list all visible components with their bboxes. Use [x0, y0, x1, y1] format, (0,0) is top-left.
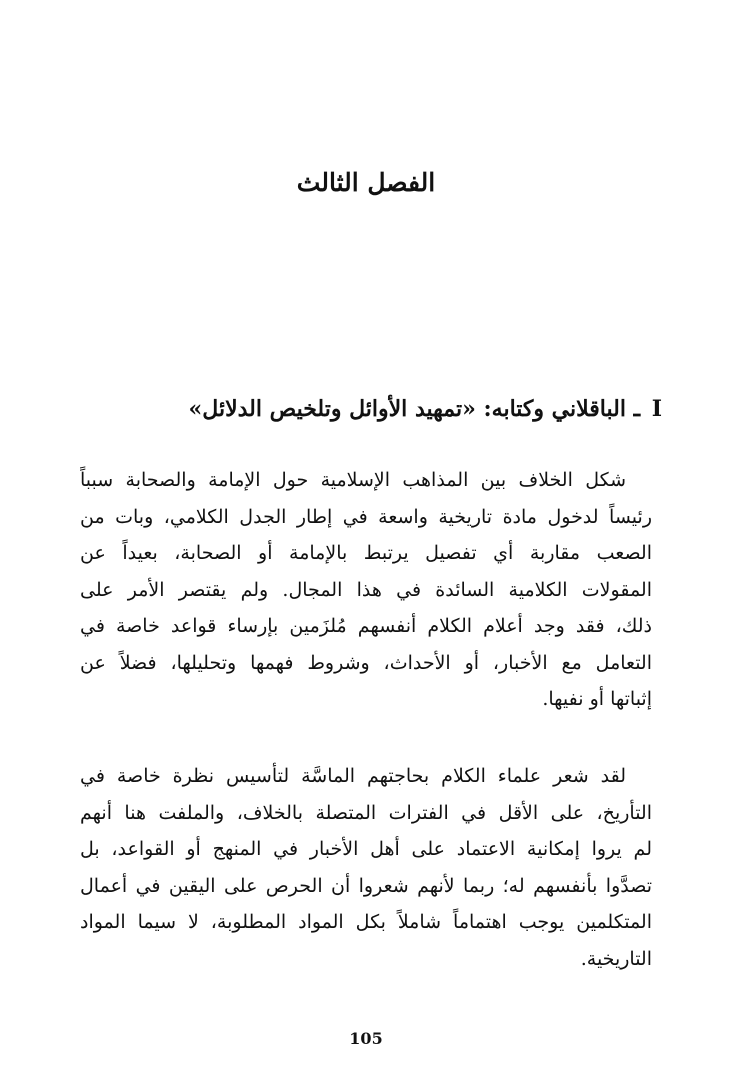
paragraph-line: إثباتها أو نفيها. — [542, 688, 652, 710]
paragraph-line: المتكلمين يوجب اهتماماً شاملاً بكل المواد المطلوبة، لا سيما المواد — [80, 911, 652, 933]
paragraph-line: ذلك، فقد وجد أعلام الكلام أنفسهم مُلزَمين بإرساء قواعد خاصة في — [80, 615, 652, 637]
section-number: I — [651, 396, 662, 422]
paragraph-line: التأريخ، على الأقل في الفترات المتصلة بالخلاف، والملفت هنا أنهم — [80, 801, 652, 824]
paragraph-1 — [80, 462, 652, 718]
section-title: الباقلاني وكتابه: «تمهيد الأوائل وتلخيص الدلائل» — [188, 396, 626, 422]
chapter-title: الفصل الثالث — [296, 168, 436, 197]
paragraph-line: التاريخية. — [580, 947, 652, 970]
page-number: 105 — [349, 1029, 383, 1048]
paragraph-line: لم يروا إمكانية الاعتماد على أهل الأخبار في المنهج أو القواعد، بل — [80, 838, 652, 860]
paragraph-line: لقد شعر علماء الكلام بحاجتهم الماسَّة لتأسيس نظرة خاصة في — [80, 765, 626, 787]
paragraph-line: المقولات الكلامية السائدة في هذا المجال. ولم يقتصر الأمر على — [80, 578, 652, 601]
paragraph-line: شكل الخلاف بين المذاهب الإسلامية حول الإمامة والصحابة سبباً — [80, 469, 626, 491]
paragraph-2 — [80, 758, 652, 977]
paragraph-line: رئيساً لدخول مادة تاريخية واسعة في إطار الجدل الكلامي، وبات من — [80, 505, 652, 528]
paragraph-line: الصعب مقاربة أي تفصيل يرتبط بالإمامة أو الصحابة، بعيداً عن — [80, 542, 652, 564]
paragraph-line: تصدَّوا بأنفسهم له؛ ربما لأنهم شعروا أن الحرص على اليقين في أعمال — [80, 874, 652, 897]
paragraph-line: التعامل مع الأخبار، أو الأحداث، وشروط فهمها وتحليلها، فضلاً عن — [80, 651, 652, 674]
section-heading — [70, 396, 662, 422]
section-separator: ـ — [625, 396, 648, 422]
